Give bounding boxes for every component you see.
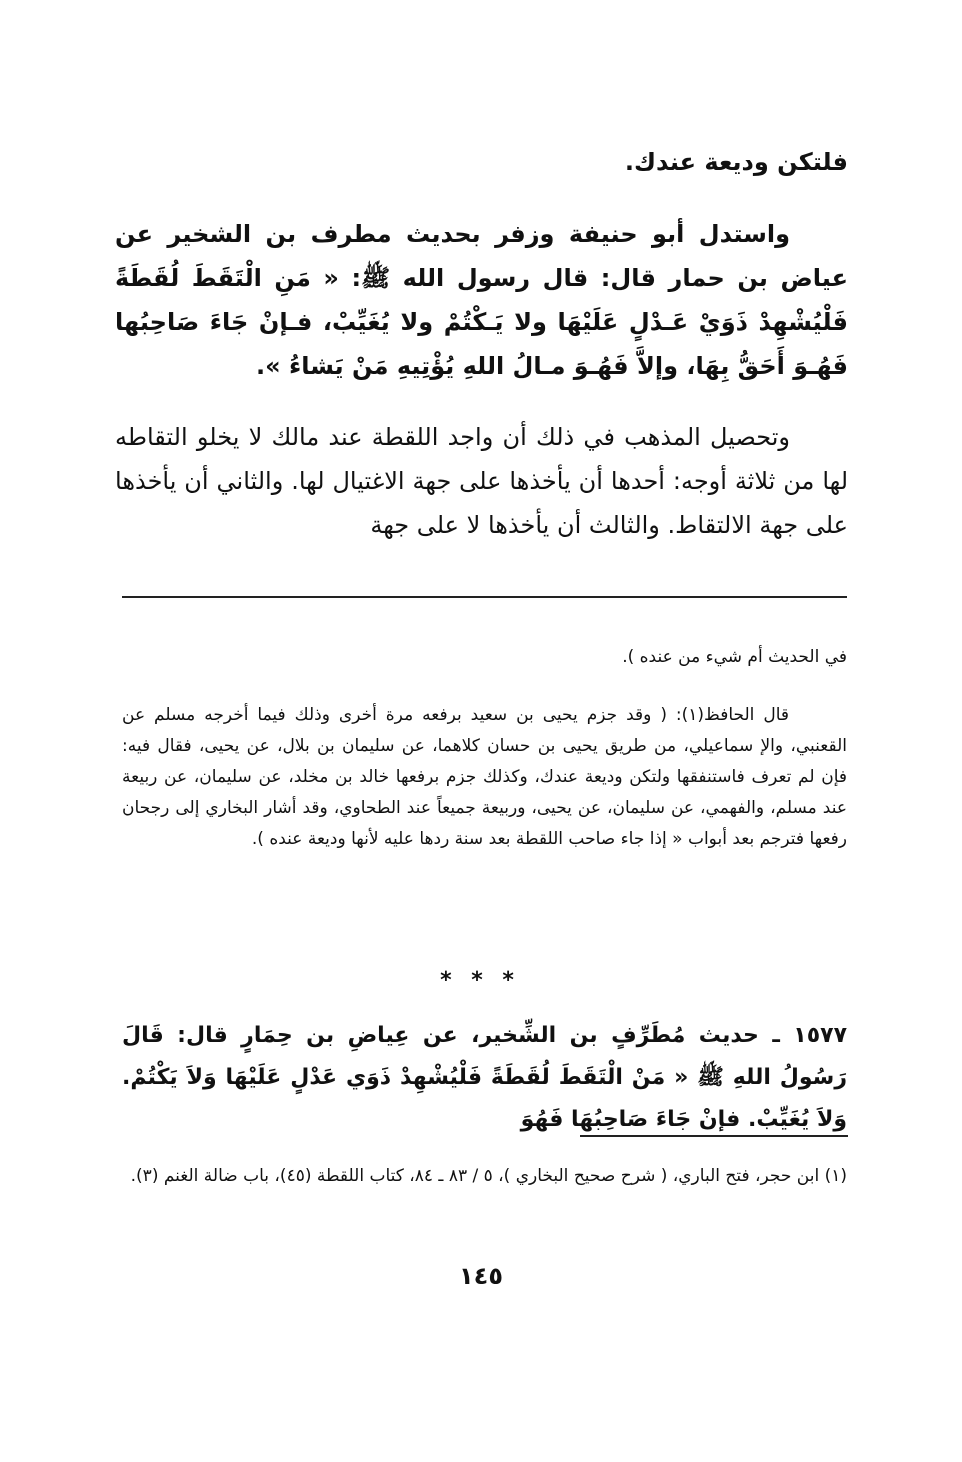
hadith-1577: ١٥٧٧ ـ حديث مُطَرِّفٍ بن الشِّخير، عن عِياضِ بن حِمَارٍ قال: قَالَ رَسُولُ اللهِ ﷺ « مَنْ الْتَقَطَ لُقَطَةً فَلْيُشْهِدْ ذَوَي عَدْلٍ عَلَيْهَا وَلاَ يَكْتُمْ. وَلاَ يُغَيِّبْ. فإنْ جَاءَ صَاحِبُهَا فَهُوَ (122, 1023, 847, 1132)
paragraph-continuation: فلتكن وديعة عندك. (624, 148, 848, 176)
footnote-1: (١) ابن حجر، فتح الباري، ( شرح صحيح البخاري )، ٥ / ٨٣ ـ ٨٤، كتاب اللقطة (٤٥)، باب ضالة الغنم (٣). (130, 1166, 847, 1186)
paragraph-madhhab-summary: وتحصيل المذهب في ذلك أن واجد اللقطة عند مالك لا يخلو التقاطه لها من ثلاثة أوجه: أحدها أن يأخذها على جهة الاغتيال لها. والثاني أن يأخذها على جهة الالتقاط. والثالث أن يأخذها لا على جهة (115, 423, 848, 539)
note-hafiz-quote: قال الحافظ(١): ( وقد جزم يحيى بن سعيد برفعه مرة أخرى وذلك فيما أخرجه مسلم عن القعنبي، والإ سماعيلي، من طريق يحيى بن حسان كلاهما، عن سليمان بن بلال، عن يحيى، فقال فيه: فإن لم تعرف فاستنفقها ولتكن وديعة عندك، وكذلك جزم برفعها خالد بن مخلد، عن سليمان، عن ربيعة عند مسلم، والفهمي، عن سليمان، عن يحيى، وربيعة جميعاً عند الطحاوي، وقد أشار البخاري إلى رجحان رفعها فترجم بعد أبواب « إذا جاء صاحب اللقطة بعد سنة ردها عليه لأنها وديعة عنده ). (122, 705, 847, 849)
main-text-divider (122, 596, 847, 598)
paragraph-hadith-evidence: واستدل أبو حنيفة وزفر بحديث مطرف بن الشخير عن عياض بن حمار قال: قال رسول الله ﷺ: « مَنِ الْتَقَطَ لُقَطَةً فَلْيُشْهِدْ ذَوَيْ عَـدْلٍ عَلَيْهَا ولا يَـكْتُمْ ولا يُغَيِّبْ، فـإنْ جَاءَ صَاحِبُها فَهُـوَ أَحَقُّ بِهَا، وإلاَّ فَهُـوَ مـالُ اللهِ يُؤْتِيهِ مَنْ يَشاءُ ». (115, 220, 848, 380)
note-continuation: في الحديث أم شيء من عنده ). (622, 647, 847, 667)
footnote-divider (580, 1135, 848, 1137)
page-number: ١٤٥ (459, 1262, 503, 1290)
section-separator: * * * (440, 968, 520, 993)
